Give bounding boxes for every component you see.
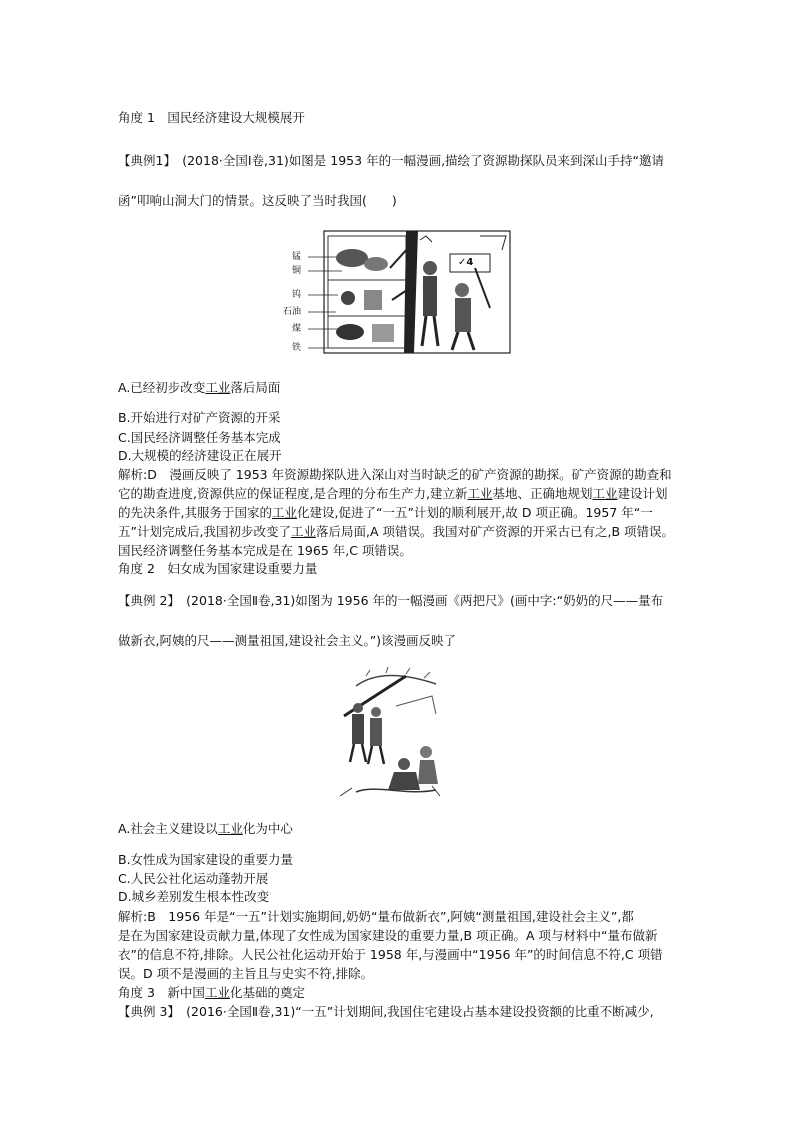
figure-label-oil: 石油 [283,307,302,317]
question-2-line-2: 做新衣,阿姨的尺——测量祖国,建设社会主义。”)该漫画反映了 [118,633,457,648]
explanation-1-line-1: 解析:D 漫画反映了 1953 年资源勘探队进入深山对当时缺乏的矿产资源的勘探。矿产资源的勘查和 [118,467,672,482]
question-1-line-2: 函”叩响山洞大门的情景。这反映了当时我国( ) [118,193,397,208]
explanation-2-line-2: 是在为国家建设贡献力量,体现了女性成为国家建设的重要力量,B 项正确。A 项与材料中“量布做新 [118,928,658,943]
option-1-d: D.大规模的经济建设正在展开 [118,448,282,463]
option-2-d: D.城乡差别发生根本性改变 [118,889,270,904]
option-1-c: C.国民经济调整任务基本完成 [118,430,281,445]
figure-label-copper: 铜 [292,266,302,276]
question-3-line-1: 【典例 3】 (2016·全国Ⅱ卷,31)“一五”计划期间,我国住宅建设占基本建设投资额的比重不断减少, [118,1004,654,1019]
question-1-line-1: 【典例1】 (2018·全国Ⅰ卷,31)如图是 1953 年的一幅漫画,描绘了资源勘探队员来到深山手持“邀请 [118,153,665,168]
cartoon-drawing [280,228,515,356]
figure-label-manganese: 锰 [292,252,302,262]
figure-sign-text: ✓4 [458,257,474,268]
cartoon-figure-2 [336,666,448,802]
explanation-1-line-3: 的先决条件,其服务于国家的工业化建设,促进了“一五”计划的顺利展开,故 D 项正确。1957 年“一 [118,505,653,520]
cartoon-drawing-2 [336,666,448,802]
option-2-b: B.女性成为国家建设的重要力量 [118,852,294,867]
section-heading-1: 角度 1 国民经济建设大规模展开 [118,110,305,125]
option-1-b: B.开始进行对矿产资源的开采 [118,410,281,425]
explanation-1-line-4: 五”计划完成后,我国初步改变了工业落后局面,A 项错误。我国对矿产资源的开采古已有之,B 项错误。 [118,524,674,539]
explanation-2-line-4: 误。D 项不是漫画的主旨且与史实不符,排除。 [118,966,374,981]
cartoon-figure-1 [280,228,515,356]
figure-label-coal: 煤 [292,324,302,334]
explanation-1-line-2: 它的勘查进度,资源供应的保证程度,是合理的分布生产力,建立新工业基地、正确地规划工业建设计划 [118,486,668,501]
question-2-line-1: 【典例 2】 (2018·全国Ⅱ卷,31)如图为 1956 年的一幅漫画《两把尺》(画中字:“奶奶的尺——量布 [118,593,664,608]
explanation-2-line-1: 解析:B 1956 年是“一五”计划实施期间,奶奶“量布做新衣”,阿姨“测量祖国,建设社会主义”,都 [118,909,634,924]
explanation-2-line-3: 衣”的信息不符,排除。人民公社化运动开始于 1958 年,与漫画中“1956 年”的时间信息不符,C 项错 [118,947,663,962]
figure-label-iron: 铁 [292,343,302,353]
option-2-a: A.社会主义建设以工业化为中心 [118,821,293,836]
option-2-c: C.人民公社化运动蓬勃开展 [118,871,269,886]
option-1-a: A.已经初步改变工业落后局面 [118,380,281,395]
explanation-1-line-5: 国民经济调整任务基本完成是在 1965 年,C 项错误。 [118,543,412,558]
section-heading-2: 角度 2 妇女成为国家建设重要力量 [118,561,318,576]
section-heading-3: 角度 3 新中国工业化基础的奠定 [118,985,305,1000]
figure-label-tungsten: 钨 [292,290,302,300]
